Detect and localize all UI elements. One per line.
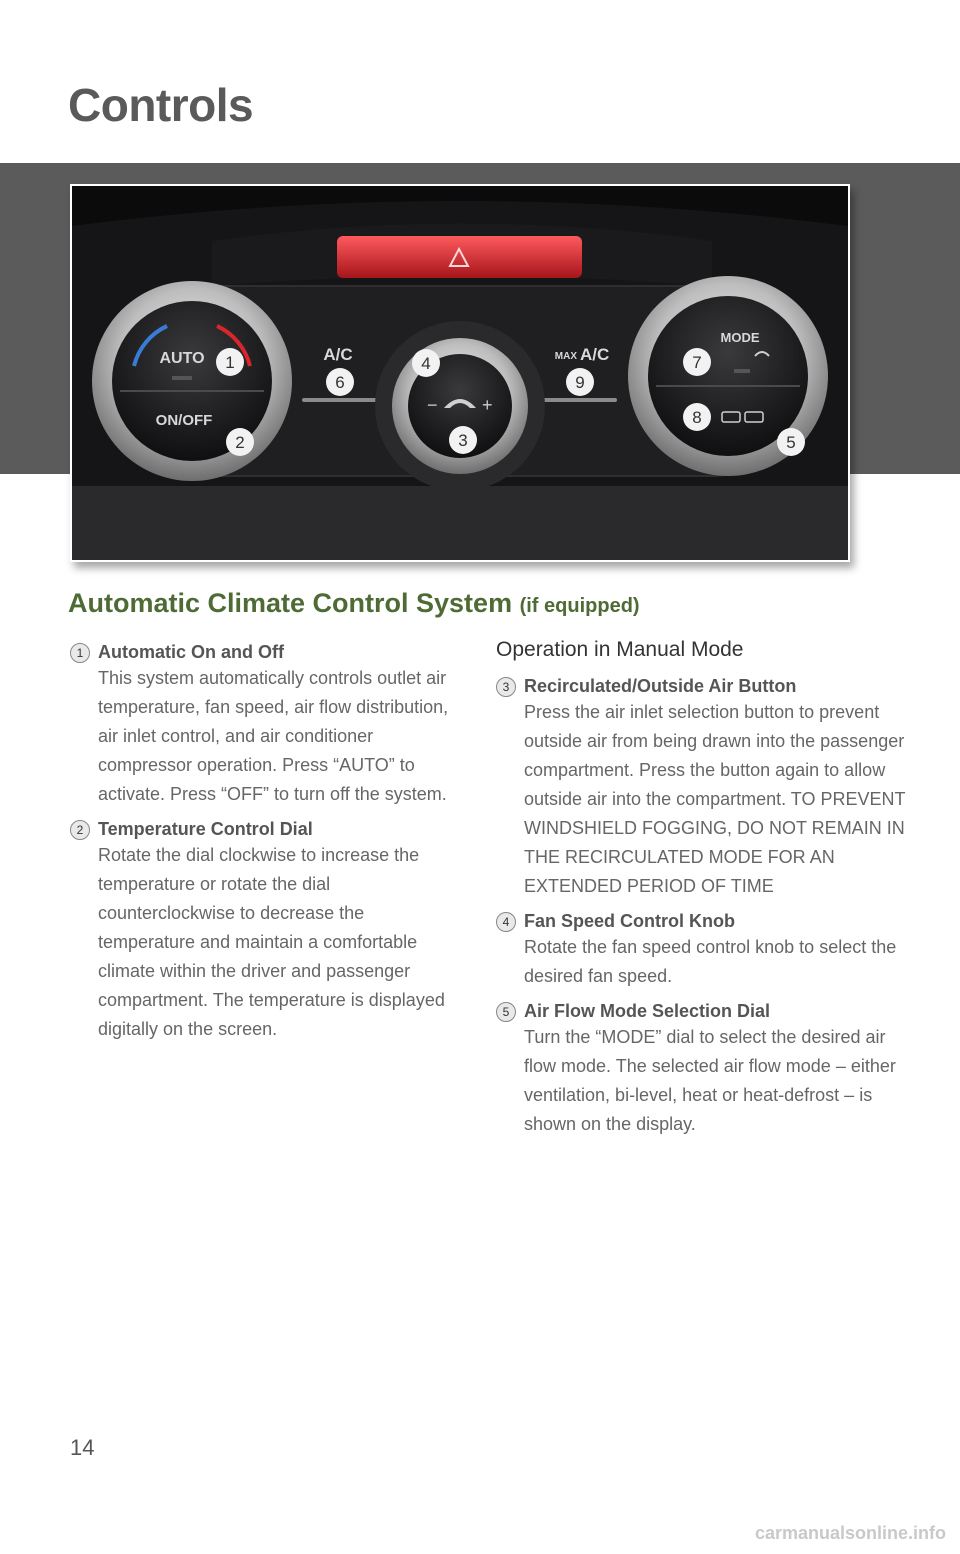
callout-4	[412, 349, 440, 377]
item-title: Temperature Control Dial	[98, 819, 313, 839]
svg-text:8: 8	[692, 408, 702, 427]
max-ac-label: A/C	[580, 345, 610, 364]
svg-text:3: 3	[458, 431, 468, 450]
svg-text:5: 5	[786, 433, 796, 452]
item-body: This system automatically controls outlet air temperature, fan speed, air flow distribution, air inlet control, and air conditioner compressor operation. Press “AUTO” to activate. Press “OFF” to turn off the system.	[98, 668, 449, 804]
item-title: Automatic On and Off	[98, 642, 284, 662]
svg-text:2: 2	[235, 433, 245, 452]
mode-label: MODE	[720, 330, 760, 345]
item-number: 3	[496, 677, 516, 697]
item-fan-speed	[496, 909, 916, 991]
ac-label: A/C	[323, 345, 353, 364]
item-body: Rotate the fan speed control knob to select the desired fan speed.	[524, 937, 897, 986]
right-column	[496, 638, 916, 1147]
callout-2	[226, 428, 254, 456]
item-title: Fan Speed Control Knob	[524, 911, 735, 931]
callout-7	[683, 348, 711, 376]
item-title: Recirculated/Outside Air Button	[524, 676, 797, 696]
callout-3	[449, 426, 477, 454]
callout-5	[777, 428, 805, 456]
svg-text:6: 6	[335, 373, 345, 392]
section-subtitle: (if equipped)	[519, 595, 640, 617]
section-heading	[68, 588, 640, 619]
on-off-label: ON/OFF	[155, 412, 213, 429]
left-column	[70, 640, 450, 1052]
fan-plus-icon: +	[482, 395, 493, 415]
svg-text:7: 7	[692, 353, 702, 372]
svg-text:9: 9	[575, 373, 585, 392]
hazard-button	[337, 236, 582, 278]
page-number: 14	[70, 1435, 95, 1460]
item-number: 4	[496, 912, 516, 932]
item-body: Rotate the dial clockwise to increase the temperature or rotate the dial counterclockwise to decrease the temperature and maintain a comfortable climate within the driver and passenger compartment. The temperature is displayed digitally on the screen.	[98, 845, 445, 1039]
svg-text:4: 4	[421, 354, 431, 373]
item-number: 1	[70, 643, 90, 663]
watermark: carmanualsonline.info	[754, 1523, 946, 1543]
item-body: Turn the “MODE” dial to select the desired air flow mode. The selected air flow mode – either ventilation, bi-level, heat or heat-defrost – is shown on the display.	[524, 1027, 896, 1134]
item-number: 2	[70, 820, 90, 840]
max-prefix-label: MAX	[554, 351, 577, 362]
item-number: 5	[496, 1002, 516, 1022]
svg-text:1: 1	[225, 353, 235, 372]
auto-label: AUTO	[159, 350, 205, 367]
fan-minus-icon: −	[427, 395, 438, 415]
callout-6	[326, 368, 354, 396]
manual-mode-heading: Operation in Manual Mode	[496, 638, 744, 661]
item-body: Press the air inlet selection button to prevent outside air from being drawn into the passenger compartment. Press the button again to allow outside air into the compartment. TO PREVENT WINDSHIELD FOGGING, DO NOT REMAIN IN THE RECIRCULATED MODE FOR AN EXTENDED PERIOD OF TIME	[524, 702, 906, 896]
item-air-flow-mode	[496, 999, 916, 1139]
item-temperature-dial	[70, 817, 450, 1044]
climate-panel-illustration	[72, 186, 848, 560]
item-title: Air Flow Mode Selection Dial	[524, 1001, 771, 1021]
callout-1	[216, 348, 244, 376]
item-recirculated-air	[496, 674, 916, 901]
item-automatic-on-off	[70, 640, 450, 809]
section-title: Automatic Climate Control System	[68, 588, 513, 618]
callout-8	[683, 403, 711, 431]
page-title: Controls	[68, 79, 254, 131]
callout-9	[566, 368, 594, 396]
climate-control-photo	[70, 184, 850, 562]
